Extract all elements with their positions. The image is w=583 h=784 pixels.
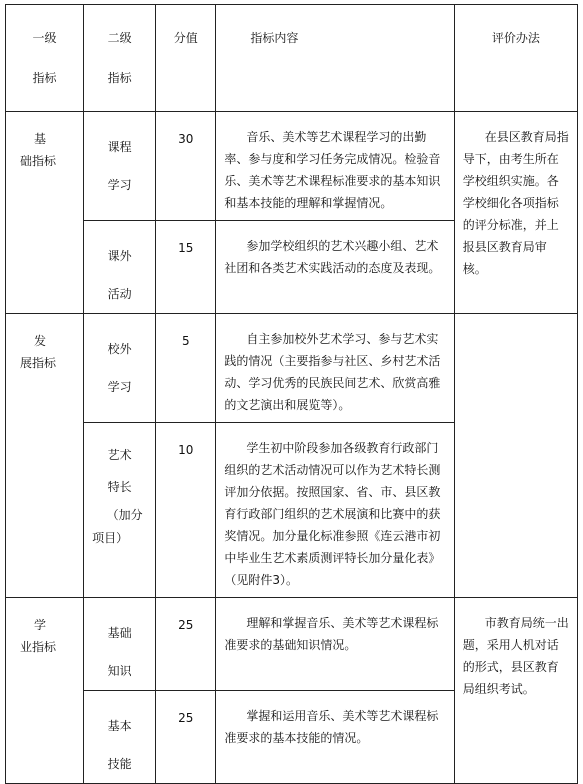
table-row [6, 112, 578, 221]
item-name: 课程 学习 [84, 112, 156, 221]
item-score: 15 [156, 221, 216, 314]
method-school: 在县区教育局指导下，由考生所在学校组织实施。各学校细化各项指标的评分标准，并上报县区教育局审核。 [454, 112, 577, 314]
item-content: 学生初中阶段参加各级教育行政部门组织的艺术活动情况可以作为艺术特长测评加分依据。按照国家、省、市、县区教育行政部门组织的艺术展演和比赛中的获奖情况。加分量化标准参照《连云港市初中毕业生艺术素质测评特长加分量化表》（见附件3）。 [216, 423, 454, 598]
item-content: 参加学校组织的艺术兴趣小组、艺术社团和各类艺术实践活动的态度及表现。 [216, 221, 454, 314]
group-name-academic: 学 业指标 [6, 598, 84, 784]
item-content: 自主参加校外艺术学习、参与艺术实践的情况（主要指参与社区、乡村艺术活动、学习优秀的民族民间艺术、欣赏高雅的文艺演出和展览等）。 [216, 314, 454, 423]
evaluation-table [5, 4, 578, 784]
item-score: 5 [156, 314, 216, 423]
group-name-basic: 基 础指标 [6, 112, 84, 314]
item-content: 理解和掌握音乐、美术等艺术课程标准要求的基础知识情况。 [216, 598, 454, 691]
group-name-development: 发 展指标 [6, 314, 84, 598]
header-level1: 一级 指标 [6, 5, 84, 112]
item-score: 25 [156, 598, 216, 691]
table-row [6, 598, 578, 691]
header-level2: 二级 指标 [84, 5, 156, 112]
header-content: 指标内容 [216, 5, 454, 112]
item-name: 艺术 特长 （加分 项目） [84, 423, 156, 598]
header-row [6, 5, 578, 112]
item-name: 校外 学习 [84, 314, 156, 423]
item-score: 25 [156, 691, 216, 784]
header-score: 分值 [156, 5, 216, 112]
item-content: 掌握和运用音乐、美术等艺术课程标准要求的基本技能的情况。 [216, 691, 454, 784]
item-content: 音乐、美术等艺术课程学习的出勤率、参与度和学习任务完成情况。检验音乐、美术等艺术课程标准要求的基本知识和基本技能的理解和掌握情况。 [216, 112, 454, 221]
item-score: 10 [156, 423, 216, 598]
header-method: 评价办法 [454, 5, 577, 112]
method-empty [454, 314, 577, 598]
method-city: 市教育局统一出题，采用人机对话的形式，县区教育局组织考试。 [454, 598, 577, 784]
item-name: 基础 知识 [84, 598, 156, 691]
item-score: 30 [156, 112, 216, 221]
table-row [6, 314, 578, 423]
item-name: 基本 技能 [84, 691, 156, 784]
item-name: 课外 活动 [84, 221, 156, 314]
